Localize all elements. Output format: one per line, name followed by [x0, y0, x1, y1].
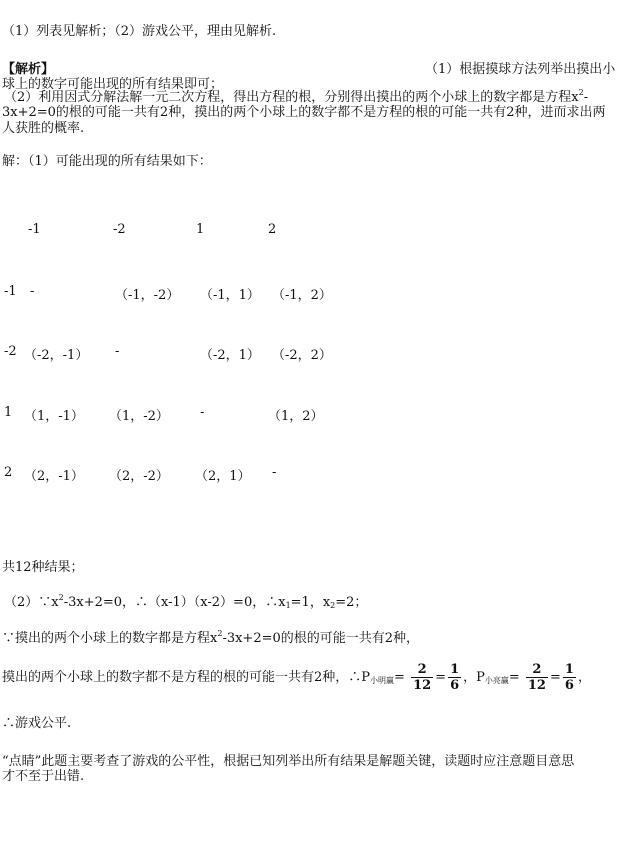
- both-roots-line: [2, 627, 419, 646]
- table-cell: （2，-1）: [24, 469, 84, 484]
- table-header-cell: -1: [28, 222, 41, 237]
- table-row-label: 1: [4, 405, 13, 420]
- table-cell: （-1，-2）: [115, 288, 180, 303]
- p-liang-fraction: [526, 662, 548, 693]
- probability-line: 摸出的两个小球上的数字都不是方程的根的可能一共有2种，$\therefore P_{小明赢}=$ $\frac{2}{12}$ = $\frac{1}{6}$ ，$P_{小亮赢}=$ $\frac{2}{12}$ = $\frac{1}{6}$ ，: [2, 662, 591, 693]
- fraction-numerator: 1: [450, 662, 460, 677]
- p-liang-fraction-simplified: [563, 662, 576, 693]
- part2-eq-a: （2）∵x: [4, 595, 59, 610]
- fraction-numerator: 2: [411, 662, 433, 678]
- fraction-denominator: 6: [564, 678, 574, 693]
- analysis-part1-right: （1）根据摸球方法列举出摸出小: [425, 62, 616, 77]
- fair-conclusion: ∴游戏公平.: [2, 716, 72, 731]
- fraction-denominator: 6: [450, 678, 460, 693]
- analysis-part2-a-text: （2）利用因式分解法解一元二次方程，得出方程的根，分别得出摸出的两个小球上的数字都是方程x: [4, 90, 579, 105]
- table-cell: （-2，2）: [272, 348, 332, 363]
- table-cell: -: [200, 405, 205, 420]
- part2-eq-d: =2；: [335, 595, 368, 610]
- p-ming-fraction-simplified: [448, 662, 461, 693]
- table-header-cell: -2: [113, 222, 126, 237]
- table-header-cell: 2: [268, 222, 277, 237]
- table-row-label: -2: [4, 344, 17, 359]
- table-header-cell: 1: [196, 222, 205, 237]
- fraction-numerator: 2: [526, 662, 548, 678]
- part2-eq-b: -3x+2=0，∴（x-1）（x-2）=0，∴x: [63, 595, 286, 610]
- both-roots-a: ∵摸出的两个小球上的数字都是方程x: [2, 631, 218, 646]
- p-liang-prefix: ，P: [463, 670, 485, 685]
- p-ming-fraction: [411, 662, 433, 693]
- fraction-numerator: 1: [564, 662, 574, 677]
- comment-line-b: 才不至于出错.: [2, 769, 85, 784]
- analysis-part2-b: 3x+2=0的根的可能一共有2种，摸出的两个小球上的数字都不是方程的根的可能一共有2种，进而求出两: [2, 105, 606, 120]
- analysis-part2-c: 人获胜的概率.: [2, 121, 85, 136]
- solution-intro: 解：（1）可能出现的所有结果如下：: [2, 154, 212, 169]
- table-cell: -: [272, 465, 277, 480]
- table-cell: （1，-2）: [109, 409, 169, 424]
- fraction-denominator: 12: [527, 678, 546, 693]
- fraction-denominator: 12: [413, 678, 432, 693]
- superscript-2: 2: [578, 88, 584, 97]
- superscript-2: 2: [217, 629, 223, 638]
- table-cell: （-2，1）: [200, 348, 260, 363]
- table-cell: -: [115, 344, 120, 359]
- superscript-2: 2: [58, 593, 64, 602]
- part2-equation: [4, 591, 367, 610]
- p-liang-subscript: 小亮赢: [484, 676, 509, 685]
- analysis-part1-cont: 球上的数字可能出现的所有结果即可；: [2, 77, 224, 92]
- total-results: 共12种结果；: [2, 560, 84, 575]
- subscript-1: 1: [285, 601, 291, 610]
- table-cell: （-1，2）: [272, 288, 332, 303]
- table-cell: （1，2）: [268, 409, 324, 424]
- table-cell: -: [30, 284, 35, 299]
- analysis-part2-a: （2）利用因式分解法解一元二次方程，得出方程的根，分别得出摸出的两个小球上的数字都是方程$x^2-$: [4, 88, 589, 105]
- table-row-label: 2: [4, 465, 13, 480]
- both-roots-b: -3x+2=0的根的可能一共有2种，: [222, 631, 420, 646]
- subscript-2: 2: [330, 601, 336, 610]
- comment-line-a: “点睛”此题主要考查了游戏的公平性，根据已知列举出所有结果是解题关键，读题时应注意题目意思: [2, 754, 575, 769]
- table-row-label: -1: [4, 284, 17, 299]
- table-cell: （-1，1）: [200, 288, 260, 303]
- analysis-title: 【解析】: [2, 62, 55, 77]
- part2-eq-c: =1，x: [290, 595, 331, 610]
- p-ming-subscript: 小明赢: [370, 676, 395, 685]
- table-cell: （-2，-1）: [24, 348, 89, 363]
- table-cell: （2，-2）: [109, 469, 169, 484]
- table-cell: （2，1）: [195, 469, 251, 484]
- neither-root-text: 摸出的两个小球上的数字都不是方程的根的可能一共有2种，∴P: [2, 670, 371, 685]
- table-cell: （1，-1）: [24, 409, 84, 424]
- answer-line: （1）列表见解析；（2）游戏公平，理由见解析.: [2, 24, 277, 39]
